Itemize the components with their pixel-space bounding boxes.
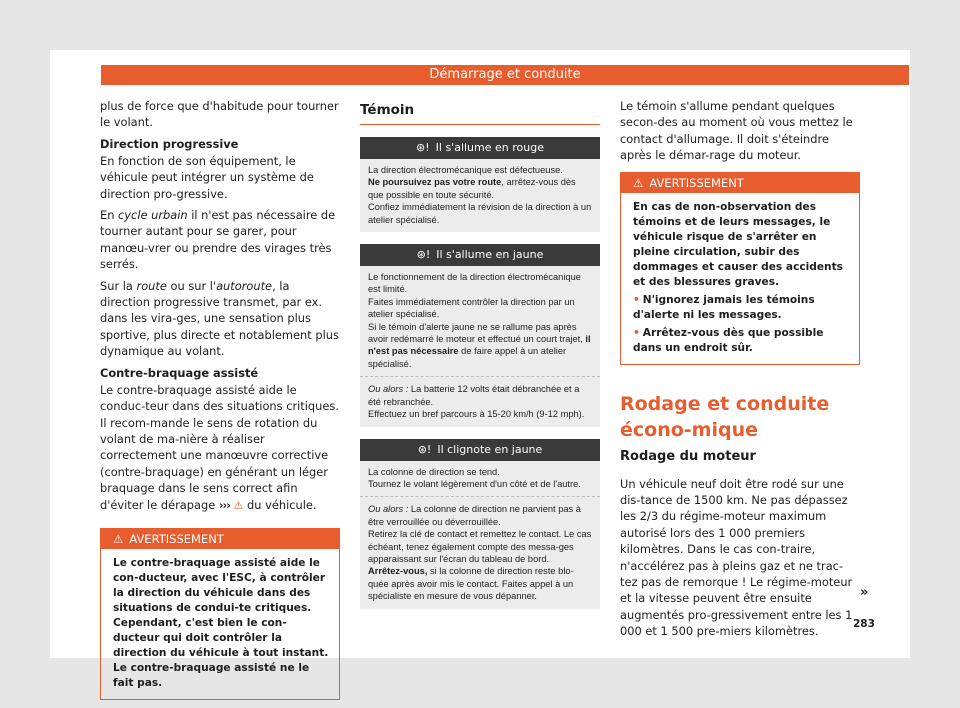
intro-text: plus de force que d'habitude pour tourner le volant. — [100, 99, 339, 130]
progressive-text-3: Sur la route ou sur l'autoroute, la direction progressive transmet, par ex. dans les vira-ges, une sensation plus sportive, plus directe et notablement plus dynamique au volant. — [100, 278, 339, 359]
cross-reference-arrow: ››› — [218, 497, 230, 512]
counter-steering-text: Le contre-braquage assisté aide le conduc-teur dans des situations critiques. Il recom-mande le sens de rotation du volant de ma-nière à réaliser correctement une manœuvre corrective (contre-braquage) en générant un léger braquage dans le sens correct afin d'éviter le dérapage ››› ⚠ du véhicule. — [100, 382, 339, 512]
indicator-yellow — [360, 244, 600, 426]
continued-arrow-icon: » — [860, 585, 869, 600]
break-in-text: Un véhicule neuf doit être rodé sur une dis-tance de 1500 km. Ne pas dépassez les 2/3 du régime-moteur maximum autorisé lors des 1 000 premiers kilomètres. Dans le cas con-traire, n'accélérez pas à pleins gaz et ne trac-tez pas de remorque ! Le régime-moteur et la vitesse peuvent être ensuite augmentés pro-gressivement entre les 1 000 et 1 500 pre-miers kilomètres. — [620, 476, 853, 639]
column-middle — [360, 98, 600, 609]
subsection-title-engine-break-in: Rodage du moteur — [620, 448, 756, 464]
indicator-blinking-header: ⊛! Il clignote en jaune — [360, 439, 600, 461]
column-left — [100, 98, 340, 700]
warning-text: Le contre-braquage assisté aide le con-ducteur, avec l'ESC, à contrôler la direction du véhicule dans des situations de condui-te critiques. Cependant, c'est bien le con-ducteur qui doit contrôler la direction du véhicule à tout instant. Le contre-braquage assisté ne le fait pas. — [113, 556, 329, 689]
progressive-text-1: En fonction de son équipement, le véhicule peut intégrer un système de direction pro-gressive. — [100, 153, 314, 201]
section-title-break-in: Rodage et conduite écono-mique — [620, 392, 830, 441]
indicator-red — [360, 137, 600, 232]
warning-header: ⚠ AVERTISSEMENT — [101, 529, 339, 549]
heading-counter-steering: Contre-braquage assisté — [100, 365, 259, 380]
indicator-yellow-alternative: Ou alors : La batterie 12 volts était débranchée et a été rebranchée. Effectuez un bref parcours à 15-20 km/h (9-12 mph). — [360, 376, 600, 426]
indicator-blinking-alternative: Ou alors : La colonne de direction ne parvient pas à être verrouillée ou déverrouillée. Retirez la clé de contact et remettez le contact. Le cas échéant, tenez également compte des messa-ges apparaissant sur l'écran du tableau de bord. Arrêtez-vous, si la colonne de direction reste blo-quée après avoir mis le contact. Faites appel à un spécialiste en mesure de vous dépanner. — [360, 496, 600, 608]
indicator-yellow-body: Le fonctionnement de la direction électromécanique est limité. Faites immédiatement contrôler la direction par un atelier spécialisé. Si le témoin d'alerte jaune ne se rallume pas après avoir redémarré le moteur et effectué un court trajet, il n'est pas nécessaire de faire appel à un atelier spécialisé. — [360, 266, 600, 376]
warning-triangle-icon: ⚠ — [113, 531, 124, 546]
warning-box-counter-steering — [100, 528, 340, 700]
chapter-header: Démarrage et conduite — [101, 65, 909, 85]
steering-wheel-icon: ⊛! — [417, 442, 432, 456]
warning-triangle-icon: ⚠ — [233, 498, 244, 512]
bullet-icon: • — [633, 326, 640, 339]
steering-wheel-icon: ⊛! — [416, 141, 430, 154]
indicator-blinking — [360, 439, 600, 609]
indicator-intro-text: Le témoin s'allume pendant quelques secon-des au moment où vous mettez le contact d'allumage. Il doit s'éteindre après le démar-rage du moteur. — [620, 99, 853, 163]
warning-header: ⚠ AVERTISSEMENT — [621, 173, 859, 193]
progressive-text-2: En cycle urbain il n'est pas nécessaire de tourner autant pour se garer, pour manœu-vrer ou prendre des virages très serrés. — [100, 208, 336, 272]
heading-progressive-steering: Direction progressive — [100, 136, 239, 151]
section-title-indicator: Témoin — [360, 98, 600, 125]
indicator-red-header: ⊛! Il s'allume en rouge — [360, 137, 600, 159]
indicator-blinking-body: La colonne de direction se tend. Tournez le volant légèrement d'un côté et de l'autre. — [360, 461, 600, 497]
warning-triangle-icon: ⚠ — [633, 175, 644, 190]
manual-page — [50, 50, 910, 689]
steering-wheel-icon: ⊛! — [416, 248, 431, 262]
indicator-red-body: La direction électromécanique est défectueuse. Ne poursuivez pas votre route, arrêtez-vous dès que possible en toute sécurité. Confiez immédiatement la révision de la direction à un atelier spécialisé. — [360, 159, 600, 232]
indicator-yellow-header: ⊛! Il s'allume en jaune — [360, 244, 600, 266]
warning-text: En cas de non-observation des témoins et de leurs messages, le véhicule risque de s'arrêter en pleine circulation, subir des dommages et causer des accidents et des blessures graves. • N'ignorez jamais les témoins d'alerte ni les messages. • Arrêtez-vous dès que possible dans un endroit sûr. — [633, 200, 843, 354]
warning-box-indicators — [620, 172, 860, 365]
bullet-icon: • — [633, 293, 640, 306]
column-right — [620, 98, 860, 645]
page-number: 283 — [853, 618, 875, 630]
